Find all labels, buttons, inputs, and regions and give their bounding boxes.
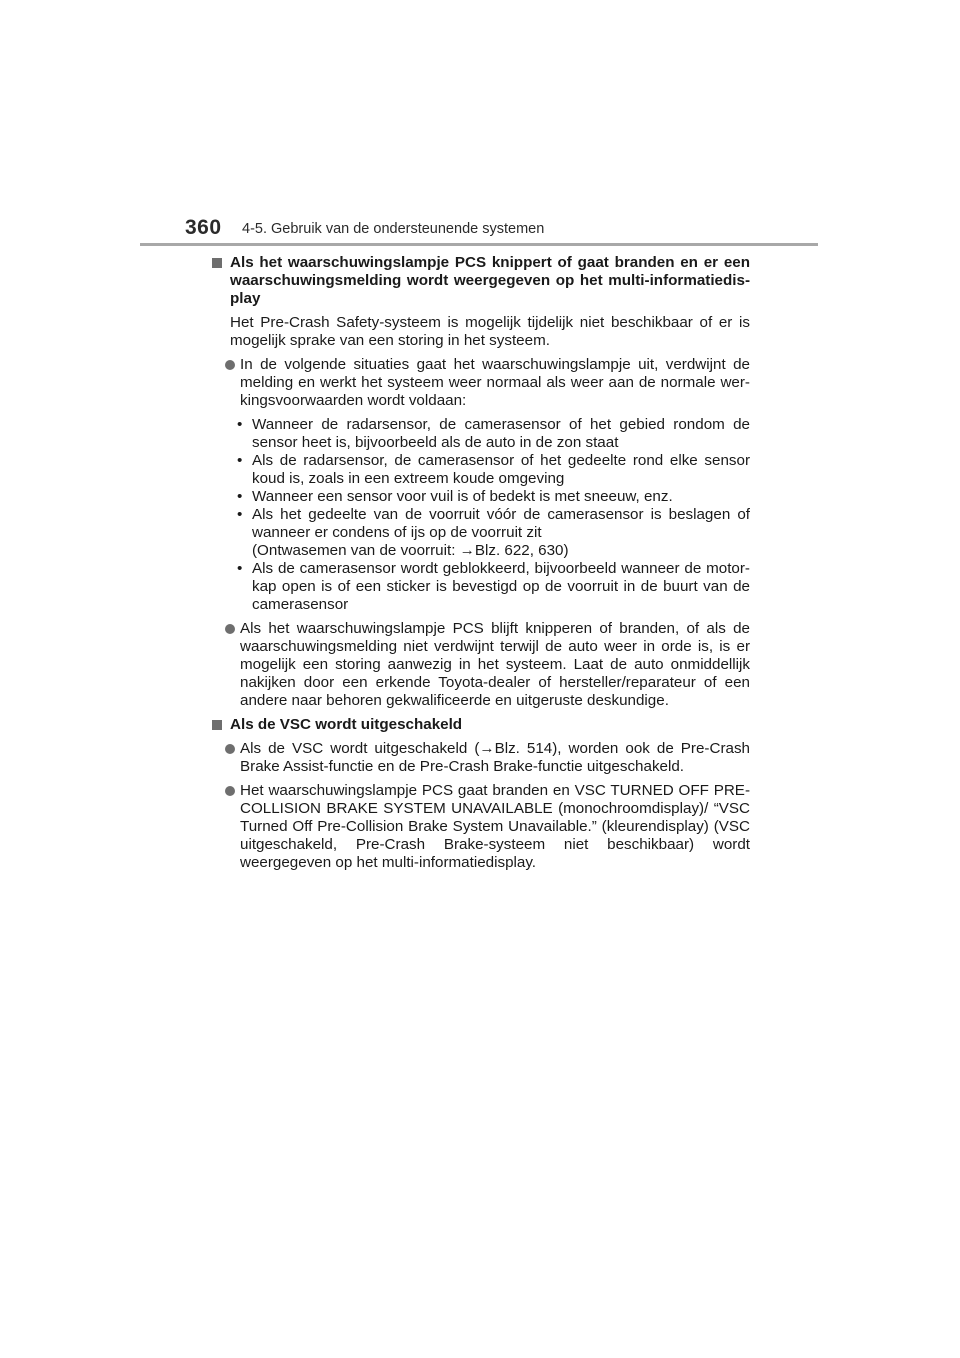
- circle-bullet-icon: [225, 624, 235, 634]
- condition-item-text: Wanneer de radarsensor, de camerasensor of het gebied rondom de sensor heet is, bijvoorbeeld als de auto in de zon staat: [252, 416, 750, 451]
- condition-item: [210, 560, 750, 614]
- list-item: [210, 740, 750, 776]
- cross-reference-note: (Ontwasemen van de voorruit: →Blz. 622, 630): [252, 542, 569, 559]
- condition-item-text: Als het gedeelte van de voorruit vóór de camerasensor is beslagen of wanneer er condens of ijs op de voorruit zit: [252, 506, 750, 541]
- section-heading: [210, 716, 750, 734]
- small-bullet-icon: •: [237, 506, 243, 523]
- header-divider: [140, 243, 818, 246]
- page-content: [210, 254, 750, 878]
- list-item: [210, 782, 750, 872]
- condition-item: [210, 488, 750, 506]
- section-heading: [210, 254, 750, 308]
- small-bullet-icon: •: [237, 416, 243, 433]
- page-number: 360: [185, 216, 222, 239]
- square-bullet-icon: [212, 720, 222, 730]
- list-item: [210, 356, 750, 410]
- small-bullet-icon: •: [237, 452, 243, 469]
- section-heading-text: Als het waarschuwingslampje PCS knippert of gaat branden en er een waarschuwingsmelding wordt weergegeven op het multi-informatiedis-play: [230, 254, 750, 307]
- list-item-text: Als het waarschuwingslampje PCS blijft knipperen of branden, of als de waarschuwingsmelding niet verdwijnt terwijl de auto weer in orde is, is er mogelijk een storing aanwezig in het systeem. Laat de auto onmiddellijk nakijken door een erkende Toyota-dealer of hersteller/reparateur of een andere naar behoren gekwalificeerde en uitgeruste deskundige.: [240, 620, 750, 709]
- section-intro: Het Pre-Crash Safety-systeem is mogelijk tijdelijk niet beschikbaar of er is mogelijk sprake van een storing in het systeem.: [230, 314, 750, 349]
- condition-item-text: Wanneer een sensor voor vuil is of bedekt is met sneeuw, enz.: [252, 488, 673, 505]
- section-heading-text: Als de VSC wordt uitgeschakeld: [230, 716, 463, 733]
- condition-item: [210, 452, 750, 488]
- condition-list: [210, 416, 750, 614]
- condition-item: [210, 416, 750, 452]
- section-title: 4-5. Gebruik van de ondersteunende systemen: [242, 221, 545, 237]
- list-item: [210, 620, 750, 710]
- circle-bullet-icon: [225, 360, 235, 370]
- page-header: [0, 0, 960, 250]
- list-item-text: Het waarschuwingslampje PCS gaat branden en VSC TURNED OFF PRE-COLLISION BRAKE SYSTEM UNAVAILABLE (monochroomdisplay)/ “VSC Turned Off Pre-Collision Brake System Unavailable.” (kleurendisplay) (VSC uitgeschakeld, Pre-Crash Brake-systeem niet beschikbaar) wordt weergegeven op het multi-informatiedisplay.: [240, 782, 750, 871]
- list-item-text: Als de VSC wordt uitgeschakeld (→Blz. 514), worden ook de Pre-Crash Brake Assist-functie en de Pre-Crash Brake-functie uitgeschakeld.: [240, 740, 750, 775]
- condition-item-text: Als de camerasensor wordt geblokkeerd, bijvoorbeeld wanneer de motor-kap open is of een sticker is bevestigd op de voorruit in de buurt van de camerasensor: [252, 560, 750, 613]
- condition-item-text: Als de radarsensor, de camerasensor of het gedeelte rond elke sensor koud is, zoals in een extreem koude omgeving: [252, 452, 750, 487]
- circle-bullet-icon: [225, 786, 235, 796]
- small-bullet-icon: •: [237, 488, 243, 505]
- circle-bullet-icon: [225, 744, 235, 754]
- square-bullet-icon: [212, 258, 222, 268]
- condition-item: [210, 506, 750, 560]
- list-item-text: In de volgende situaties gaat het waarschuwingslampje uit, verdwijnt de melding en werkt het systeem weer normaal als weer aan de normale wer-kingsvoorwaarden wordt voldaan:: [240, 356, 750, 409]
- small-bullet-icon: •: [237, 560, 243, 577]
